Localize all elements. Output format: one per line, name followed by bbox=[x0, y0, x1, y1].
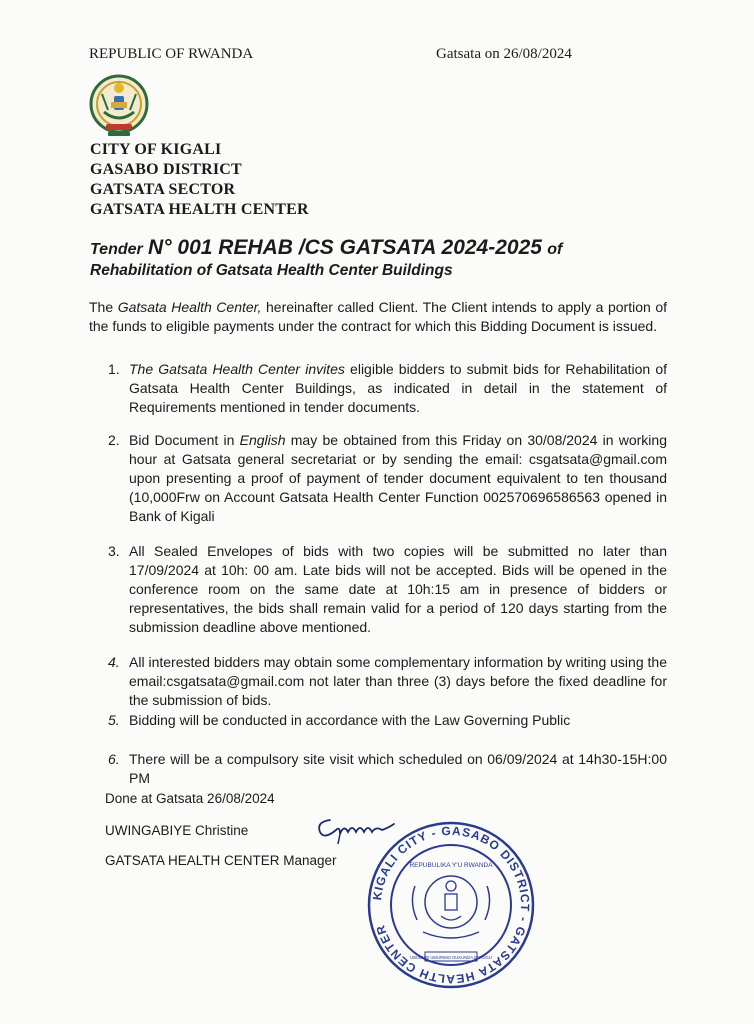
item-emphasis: The Gatsata Health Center invites bbox=[129, 361, 345, 377]
list-item bbox=[108, 750, 667, 788]
official-stamp-icon bbox=[363, 820, 539, 990]
list-item bbox=[108, 653, 667, 710]
item-number: 2. bbox=[108, 432, 120, 448]
item-emphasis: English bbox=[239, 432, 286, 448]
stamp-inner-text: REPUBULIKA Y'U RWANDA bbox=[409, 862, 493, 869]
item-text: All Sealed Envelopes of bids with two copies will be submitted no later than 17/09/2024 at 10h: 00 am. Late bids will not be accepted. Bids will be opened in the conference room on the same date at 10h:15 am in presence of bidders or representatives, the bids shall remain valid for a period of 120 days starting from the submission deadline above mentioned. bbox=[129, 543, 667, 635]
list-item bbox=[108, 431, 667, 526]
org-city: CITY OF KIGALI bbox=[90, 141, 222, 158]
tender-subtitle: Rehabilitation of Gatsata Health Center Buildings bbox=[90, 262, 453, 279]
intro-text-1: The bbox=[89, 299, 118, 315]
item-text: may be obtained from this Friday on 30/08/2024 in working hour at Gatsata general secretariat or by sending the email: csgatsata@gmail.com upon presenting a proof of payment of tender document equivalent to ten thousand (10,000Frw on Account Gatsata Health Center Function 002570696586563 opened in Bank of Kigali bbox=[129, 432, 667, 524]
intro-paragraph bbox=[89, 298, 667, 336]
tender-suffix: of bbox=[547, 241, 563, 258]
org-health-center: GATSATA HEALTH CENTER bbox=[90, 201, 309, 218]
item-text: eligible bidders to submit bids for Rehabilitation of Gatsata Health Center Buildings, as indicated in detail in the statement of Requirements mentioned in tender documents. bbox=[129, 361, 667, 415]
item-text: All interested bidders may obtain some complementary information by writing using the email:csgatsata@gmail.com not later than three (3) days before the fixed deadline for the submission of bids. bbox=[129, 654, 667, 708]
item-text: There will be a compulsory site visit which scheduled on 06/09/2024 at 14h30-15H:00 PM bbox=[129, 751, 667, 786]
done-at: Done at Gatsata 26/08/2024 bbox=[105, 791, 275, 806]
tender-title bbox=[90, 236, 562, 260]
rwanda-coat-of-arms-icon bbox=[88, 72, 150, 140]
item-number: 6. bbox=[108, 751, 120, 767]
item-text-pre: Bid Document in bbox=[129, 432, 240, 448]
list-item bbox=[108, 360, 667, 417]
item-text: Bidding will be conducted in accordance with the Law Governing Public bbox=[129, 712, 571, 728]
stamp-motto: UBUMWE UMURIMO GUKUNDA IGIHUGU bbox=[410, 955, 492, 960]
signer-name: UWINGABIYE Christine bbox=[105, 823, 249, 838]
svg-text:KIGALI CITY - GASABO DISTRICT bbox=[370, 824, 532, 986]
org-district: GASABO DISTRICT bbox=[90, 161, 242, 178]
tender-prefix: Tender bbox=[90, 241, 143, 258]
place-date: Gatsata on 26/08/2024 bbox=[436, 46, 572, 62]
org-sector: GATSATA SECTOR bbox=[90, 181, 236, 198]
list-item bbox=[108, 711, 667, 730]
tender-number: N° 001 REHAB /CS GATSATA 2024-2025 bbox=[148, 236, 542, 259]
signer-title: GATSATA HEALTH CENTER Manager bbox=[105, 853, 337, 868]
intro-text-2: hereinafter called Client. The Client intends to apply a portion of the funds to eligible payments under the contract for which this Bidding Document is issued. bbox=[89, 299, 668, 334]
item-number: 5. bbox=[108, 712, 120, 728]
item-number: 3. bbox=[108, 543, 120, 559]
intro-client-name: Gatsata Health Center, bbox=[117, 299, 262, 315]
item-number: 1. bbox=[108, 361, 120, 377]
stamp-ring-text: KIGALI CITY - GASABO DISTRICT - GATSATA HEALTH CENTER bbox=[370, 823, 533, 987]
list-item bbox=[108, 542, 667, 637]
country-header: REPUBLIC OF RWANDA bbox=[89, 46, 254, 62]
item-number: 4. bbox=[108, 654, 120, 670]
